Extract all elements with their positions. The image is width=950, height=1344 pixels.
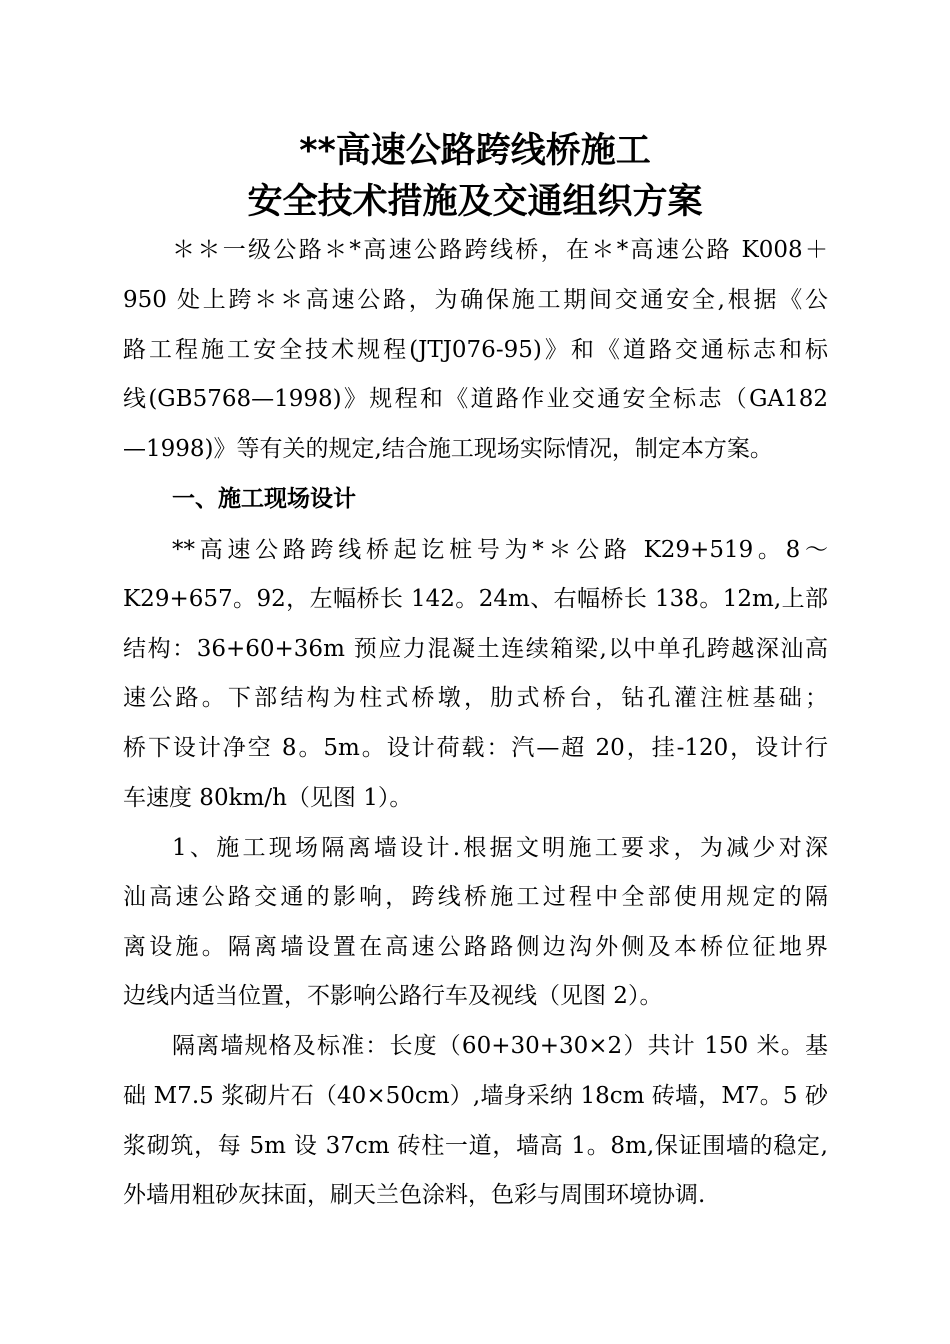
section-heading: 一、施工现场设计 — [172, 486, 356, 512]
paragraph-line: ＊＊一级公路＊*高速公路跨线桥，在＊*高速公路 K008＋ — [172, 237, 828, 263]
paragraph-line: 路工程施工安全技术规程(JTJ076-95)》和《道路交通标志和标 — [123, 337, 828, 363]
paragraph-line: 础 M7.5 浆砌片石（40×50cm）,墙身采纳 18cm 砖墙，M7。5 砂 — [123, 1083, 828, 1109]
paragraph-line: 外墙用粗砂灰抹面，刷天兰色涂料，色彩与周围环境协调. — [123, 1182, 706, 1208]
document-title-line-2: 安全技术措施及交通组织方案 — [247, 182, 703, 222]
paragraph-line: 边线内适当位置，不影响公路行车及视线（见图 2）。 — [123, 983, 663, 1009]
paragraph-line: —1998)》等有关的规定,结合施工现场实际情况，制定本方案。 — [123, 436, 773, 462]
paragraph-line: 离设施。隔离墙设置在高速公路路侧边沟外侧及本桥位征地界 — [123, 934, 828, 960]
paragraph-line: 汕高速公路交通的影响，跨线桥施工过程中全部使用规定的隔 — [123, 884, 828, 910]
paragraph-line: 速公路。下部结构为柱式桥墩，肋式桥台，钻孔灌注桩基础； — [123, 685, 828, 711]
paragraph-line: 桥下设计净空 8。5m。设计荷载：汽—超 20，挂-120，设计行 — [123, 735, 828, 761]
paragraph-line: **高速公路跨线桥起讫桩号为*＊公路 K29+519。8～ — [172, 537, 828, 563]
paragraph-line: 隔离墙规格及标准：长度（60+30+30×2）共计 150 米。基 — [172, 1033, 828, 1059]
paragraph-line: 1、施工现场隔离墙设计.根据文明施工要求，为减少对深 — [172, 835, 828, 861]
paragraph-line: 车速度 80km/h（见图 1）。 — [123, 785, 413, 811]
paragraph-line: 950 处上跨＊＊高速公路，为确保施工期间交通安全,根据《公 — [123, 287, 828, 313]
paragraph-line: K29+657。92，左幅桥长 142。24m、右幅桥长 138。12m,上部 — [123, 586, 828, 612]
paragraph-line: 结构：36+60+36m 预应力混凝土连续箱梁,以中单孔跨越深汕高 — [123, 636, 828, 662]
paragraph-line: 浆砌筑，每 5m 设 37cm 砖柱一道，墙高 1。8m,保证围墙的稳定, — [123, 1133, 828, 1159]
paragraph-line: 线(GB5768—1998)》规程和《道路作业交通安全标志（GA182 — [123, 386, 828, 412]
document-title-line-1: **高速公路跨线桥施工 — [299, 131, 651, 171]
